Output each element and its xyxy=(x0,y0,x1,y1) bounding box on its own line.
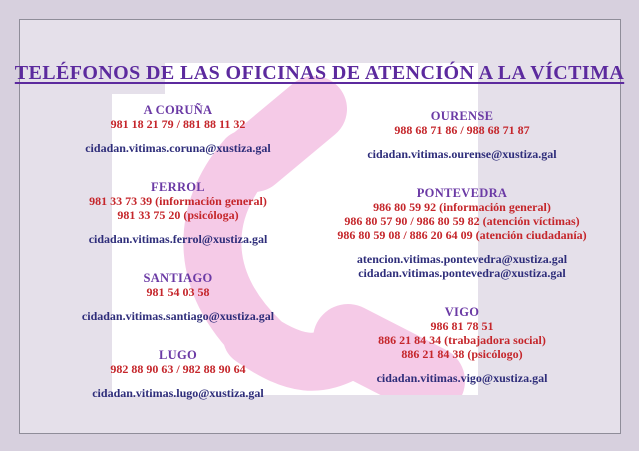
offices-column-right xyxy=(332,109,592,410)
email-address: cidadan.vitimas.lugo@xustiza.gal xyxy=(92,386,264,400)
phone-number: 986 80 59 08 / 886 20 64 09 (atención ciudadanía) xyxy=(337,228,587,242)
office-section xyxy=(332,109,592,161)
office-section xyxy=(332,305,592,385)
email-address: cidadan.vitimas.coruna@xustiza.gal xyxy=(85,141,271,155)
phone-number: 986 80 57 90 / 986 80 59 82 (atención víctimas) xyxy=(344,214,580,228)
email-list xyxy=(332,252,592,280)
phone-number: 886 21 84 34 (trabajadora social) xyxy=(378,333,546,347)
office-name: LUGO xyxy=(158,348,197,362)
phone-number: 982 88 90 63 / 982 88 90 64 xyxy=(110,362,246,376)
office-section xyxy=(48,348,308,400)
office-name: FERROL xyxy=(151,180,205,194)
phone-number: 988 68 71 86 / 988 68 71 87 xyxy=(394,123,530,137)
phone-number: 981 33 75 20 (psicóloga) xyxy=(117,208,239,222)
phone-number: 886 21 84 38 (psicólogo) xyxy=(401,347,523,361)
phone-number: 986 80 59 92 (información general) xyxy=(373,200,551,214)
email-address: cidadan.vitimas.ferrol@xustiza.gal xyxy=(88,232,268,246)
offices-column-left xyxy=(48,103,308,425)
office-section xyxy=(332,186,592,280)
office-section xyxy=(48,271,308,323)
email-list xyxy=(48,141,308,155)
email-list xyxy=(48,386,308,400)
email-address: atencion.vitimas.pontevedra@xustiza.gal xyxy=(356,252,568,266)
office-name: OURENSE xyxy=(430,109,494,123)
email-address: cidadan.vitimas.pontevedra@xustiza.gal xyxy=(358,266,566,280)
phone-number: 981 33 73 39 (información general) xyxy=(89,194,267,208)
email-address: cidadan.vitimas.ourense@xustiza.gal xyxy=(367,147,557,161)
email-address: cidadan.vitimas.vigo@xustiza.gal xyxy=(376,371,548,385)
email-list xyxy=(48,232,308,246)
phone-number: 986 81 78 51 xyxy=(430,319,494,333)
email-list xyxy=(332,371,592,385)
office-section xyxy=(48,180,308,246)
office-name: SANTIAGO xyxy=(143,271,213,285)
email-list xyxy=(48,309,308,323)
page-title: TELÉFONOS DE LAS OFICINAS DE ATENCIÓN A LA VÍCTIMA xyxy=(14,62,625,84)
phone-number: 981 54 03 58 xyxy=(146,285,210,299)
phone-number: 981 18 21 79 / 881 88 11 32 xyxy=(110,117,246,131)
office-name: VIGO xyxy=(444,305,480,319)
email-address: cidadan.vitimas.santiago@xustiza.gal xyxy=(81,309,275,323)
office-section xyxy=(48,103,308,155)
office-name: A CORUÑA xyxy=(143,103,213,117)
email-list xyxy=(332,147,592,161)
office-name: PONTEVEDRA xyxy=(416,186,508,200)
